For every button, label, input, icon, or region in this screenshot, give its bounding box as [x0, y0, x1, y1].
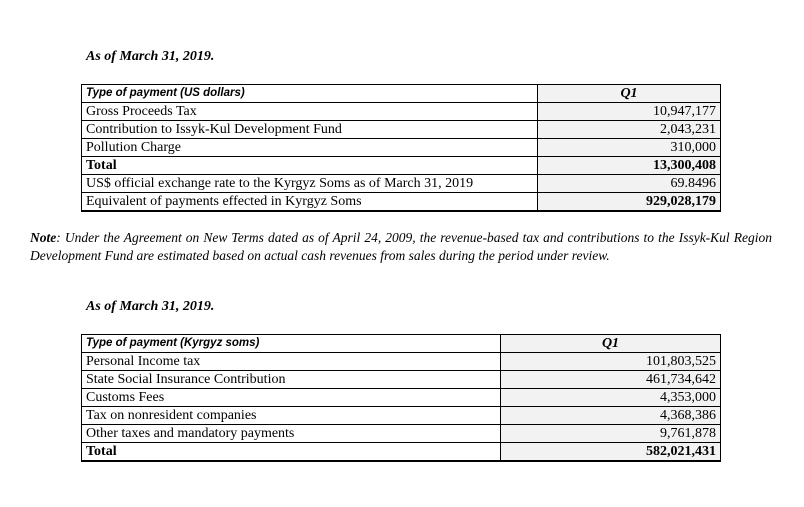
- row-label: Total: [82, 443, 501, 462]
- section2-heading: As of March 31, 2019.: [86, 299, 215, 314]
- note-paragraph: [30, 229, 772, 265]
- column-header-type: Type of payment (US dollars): [82, 85, 538, 103]
- column-header-quarter: Q1: [538, 85, 721, 103]
- table-header-row: [82, 85, 721, 103]
- column-header-quarter: Q1: [501, 335, 721, 353]
- row-label: Personal Income tax: [82, 353, 501, 371]
- column-header-type: Type of payment (Kyrgyz soms): [82, 335, 501, 353]
- row-value: 9,761,878: [501, 425, 721, 443]
- table-row: [82, 193, 721, 212]
- table-row: [82, 425, 721, 443]
- row-value: 4,368,386: [501, 407, 721, 425]
- row-value: 929,028,179: [538, 193, 721, 212]
- soms-payments-table: [81, 334, 721, 462]
- row-label: Equivalent of payments effected in Kyrgyz Soms: [82, 193, 538, 212]
- usd-payments-table: [81, 84, 721, 212]
- row-value: 13,300,408: [538, 157, 721, 175]
- row-value: 4,353,000: [501, 389, 721, 407]
- section1-heading: As of March 31, 2019.: [86, 49, 215, 64]
- table-row: [82, 103, 721, 121]
- row-value: 10,947,177: [538, 103, 721, 121]
- row-value: 461,734,642: [501, 371, 721, 389]
- row-label: Gross Proceeds Tax: [82, 103, 538, 121]
- table-row: [82, 371, 721, 389]
- row-label: Other taxes and mandatory payments: [82, 425, 501, 443]
- table-row: [82, 389, 721, 407]
- table-row: [82, 353, 721, 371]
- row-label: Customs Fees: [82, 389, 501, 407]
- row-value: 310,000: [538, 139, 721, 157]
- total-row: [82, 443, 721, 462]
- table-row: [82, 121, 721, 139]
- table-header-row: [82, 335, 721, 353]
- row-label: Total: [82, 157, 538, 175]
- row-label: State Social Insurance Contribution: [82, 371, 501, 389]
- row-value: 69.8496: [538, 175, 721, 193]
- row-label: Contribution to Issyk-Kul Development Fund: [82, 121, 538, 139]
- table-row: [82, 139, 721, 157]
- row-value: 2,043,231: [538, 121, 721, 139]
- row-value: 101,803,525: [501, 353, 721, 371]
- row-label: Tax on nonresident companies: [82, 407, 501, 425]
- row-label: US$ official exchange rate to the Kyrgyz Soms as of March 31, 2019: [82, 175, 538, 193]
- table-row: [82, 175, 721, 193]
- table-row: [82, 407, 721, 425]
- note-label: Note: [30, 230, 57, 245]
- total-row: [82, 157, 721, 175]
- note-text: : Under the Agreement on New Terms dated as of April 24, 2009, the revenue-based tax and contributions to the Issyk-Kul Region Development Fund are estimated based on actual cash revenues from sales during the period under review.: [30, 230, 772, 263]
- row-label: Pollution Charge: [82, 139, 538, 157]
- row-value: 582,021,431: [501, 443, 721, 462]
